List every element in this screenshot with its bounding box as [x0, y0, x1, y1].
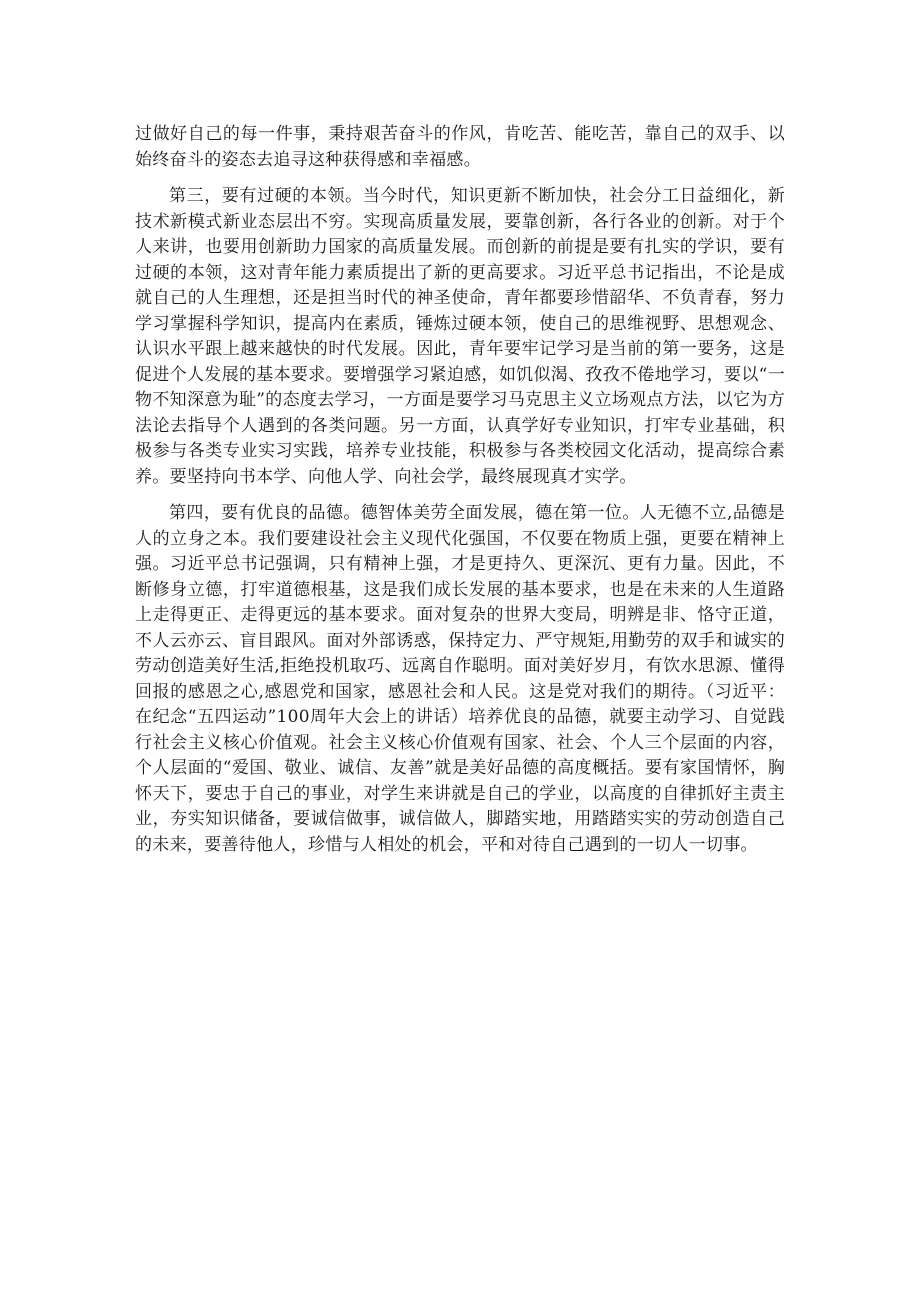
paragraph-third-point-skills: 第三，要有过硬的本领。当今时代，知识更新不断加快，社会分工日益细化，新技术新模式新业态层出不穷。实现高质量发展，要靠创新，各行各业的创新。对于个人来讲，也要用创新助力国家的高质量发展。而创新的前提是要有扎实的学识，要有过硬的本领，这对青年能力素质提出了新的更高要求。习近平总书记指出，不论是成就自己的人生理想，还是担当时代的神圣使命，青年都要珍惜韶华、不负青春，努力学习掌握科学知识，提高内在素质，锤炼过硬本领，使自己的思维视野、思想观念、认识水平跟上越来越快的时代发展。因此，青年要牢记学习是当前的第一要务，这是促进个人发展的基本要求。要增强学习紧迫感，如饥似渴、孜孜不倦地学习，要以“一物不知深意为耻”的态度去学习，一方面是要学习马克思主义立场观点方法，以它为方法论去指导个人遇到的各类问题。另一方面，认真学好专业知识，打牢专业基础，积极参与各类专业实习实践，培养专业技能，积极参与各类校园文化活动，提高综合素养。要坚持向书本学、向他人学、向社会学，最终展现真才实学。 — [135, 186, 785, 487]
paragraph-fourth-point-morality: 第四，要有优良的品德。德智体美劳全面发展，德在第一位。人无德不立,品德是人的立身之本。我们要建设社会主义现代化强国，不仅要在物质上强，更要在精神上强。习近平总书记强调，只有精神上强，才是更持久、更深沉、更有力量。因此，不断修身立德，打牢道德根基，这是我们成长发展的基本要求，也是在未来的人生道路上走得更正、走得更远的基本要求。面对复杂的世界大变局，明辨是非、恪守正道，不人云亦云、盲目跟风。面对外部诱惑，保持定力、严守规矩,用勤劳的双手和诚实的劳动创造美好生活,拒绝投机取巧、远离自作聪明。面对美好岁月，有饮水思源、懂得回报的感恩之心,感恩党和国家，感恩社会和人民。这是党对我们的期待。（习近平：在纪念“五四运动”100周年大会上的讲话）培养优良的品德，就要主动学习、自觉践行社会主义核心价值观。社会主义核心价值观有国家、社会、个人三个层面的内容，个人层面的“爱国、敬业、诚信、友善”就是美好品德的高度概括。要有家国情怀，胸怀天下，要忠于自己的事业，对学生来讲就是自己的学业，以高度的自律抓好主责主业，夯实知识储备，要诚信做事，诚信做人，脚踏实地，用踏踏实实的劳动创造自己的未来，要善待他人，珍惜与人相处的机会，平和对待自己遇到的一切人一切事。 — [135, 503, 785, 855]
document-body — [135, 122, 785, 858]
paragraph-continuation: 过做好自己的每一件事，秉持艰苦奋斗的作风，肯吃苦、能吃苦，靠自己的双手、以始终奋斗的姿态去追寻这种获得感和幸福感。 — [135, 124, 785, 170]
